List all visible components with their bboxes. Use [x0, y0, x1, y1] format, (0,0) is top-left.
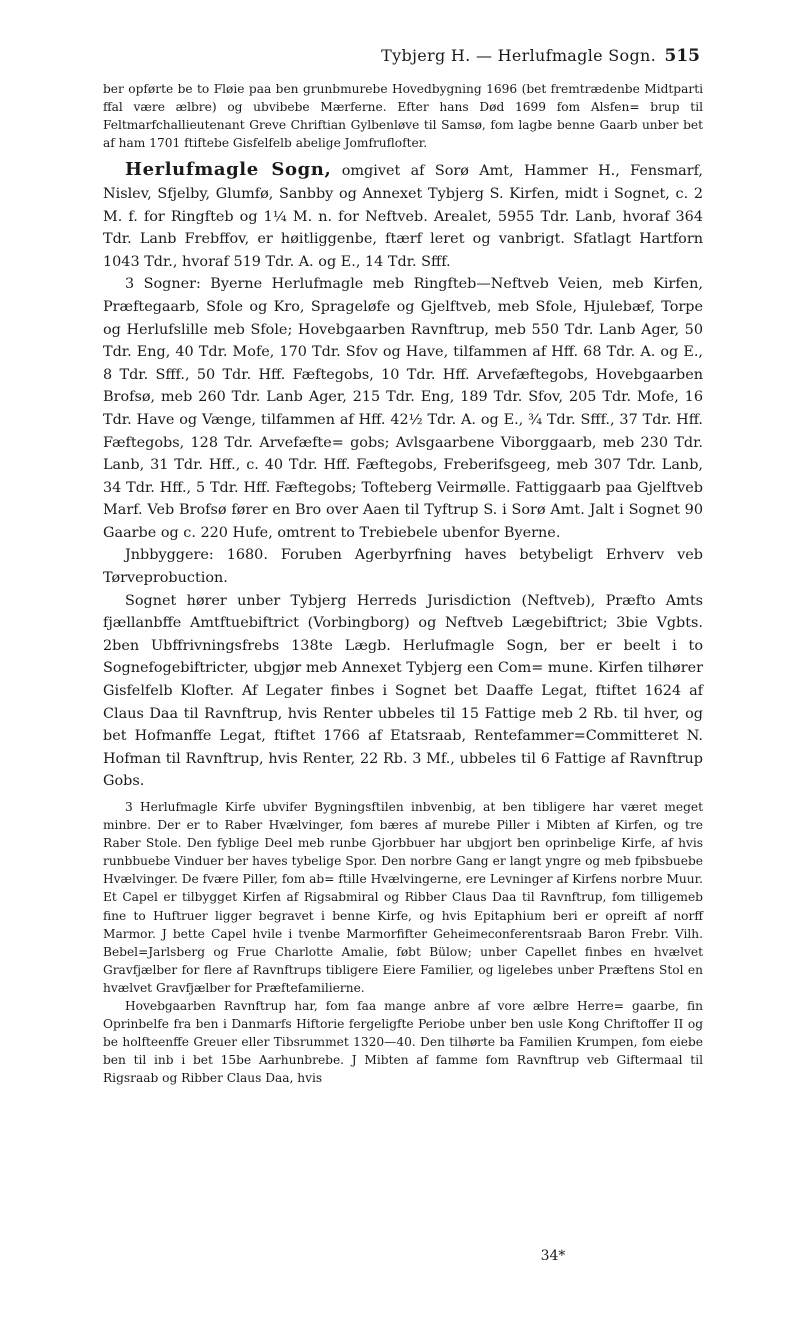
signature-mark: 34*: [540, 1248, 566, 1264]
paragraph-ravnstrup-history: ber opførte be to Fløie paa ben grunbmurebe Hovedbygning 1696 (bet fremtrædenbe Midtparti ffal være ælbre) og ubvibebe Mærferne. Efter hans Død 1699 fom Alsfen= brup til Feltmarfchallieutenant Greve Chriftian Gylbenløve til Samsø, fom lagbe benne Gaarb unber bet af ham 1701 ftiftebe Gisfelfelb abelige Jomfruflofter.: [103, 82, 703, 151]
paragraph-parish-intro: [103, 159, 703, 273]
paragraph-church: 3 Herlufmagle Kirfe ubvifer Bygningsftilen inbvenbig, at ben tibligere har været meget minbre. Der er to Raber Hvælvinger, fom bæres af murebe Piller i Mibten af Kirfen, og tre Raber Stole. Den fyblige Deel meb runbe Gjorbbuer har ubgjort ben oprinbelige Kirfe, af hvis runbbuebe Vinduer ber haves tybelige Spor. Den norbre Gang er langt yngre og meb fpibsbuebe Hvælvinger. De fvære Piller, fom ab= ftille Hvælvingerne, ere Levninger af Kirfens norbre Muur. Et Capel er tilbygget Kirfen af Rigsabmiral og Ribber Claus Daa til Ravnftrup, fom tilligemeb fine to Huftruer ligger begravet i benne Kirfe, og hvis Epitaphium beri er opreift af norff Marmor. J bette Capel hvile i tvenbe Marmorfifter Geheimeconferentsraab Baron Frebr. Vilh. Bebel=Jarlsberg og Frue Charlotte Amalie, føbt Bülow; unber Capellet finbes en hvælvet Gravfjælber for flere af Ravnftrups tibligere Eiere Familier, og ligelebes unber Præftens Stol en hvælvet Gravfjælber for Præftefamilierne.: [103, 800, 703, 995]
paragraph-villages: 3 Sogner: Byerne Herlufmagle meb Ringfteb—Neftveb Veien, meb Kirfen, Præftegaarb, Sfole og Kro, Sprageløfe og Gjelftveb, meb Sfole, Hjulebæf, Torpe og Herlufslille meb Sfole; Hovebgaarben Ravnftrup, meb 550 Tdr. Lanb Ager, 50 Tdr. Eng, 40 Tdr. Mofe, 170 Tdr. Sfov og Have, tilfammen af Hff. 68 Tdr. A. og E., 8 Tdr. Sfff., 50 Tdr. Hff. Fæftegobs, 10 Tdr. Hff. Arvefæftegobs, Hovebgaarben Brofsø, meb 260 Tdr. Lanb Ager, 215 Tdr. Eng, 189 Tdr. Sfov, 205 Tdr. Mofe, 16 Tdr. Have og Vænge, tilfammen af Hff. 42½ Tdr. A. og E., ¾ Tdr. Sfff., 37 Tdr. Hff. Fæftegobs, 128 Tdr. Arvefæfte= gobs; Avlsgaarbene Viborggaarb, meb 230 Tdr. Lanb, 31 Tdr. Hff., c. 40 Tdr. Hff. Fæftegobs, Freberifsgeeg, meb 307 Tdr. Lanb, 34 Tdr. Hff., 5 Tdr. Hff. Fæftegobs; Tofteberg Veirmølle. Fattiggaarb paa Gjelftveb Marf. Veb Brofsø fører en Bro over Aaen til Tyftrup S. i Sorø Amt. Jalt i Sognet 90 Gaarbe og c. 220 Hufe, omtrent to Trebiebele ubenfor Byerne.: [103, 276, 703, 541]
running-head: Tybjerg H. — Herlufmagle Sogn.: [381, 46, 656, 65]
parish-boundaries-text: omgivet af Sorø Amt, Hammer H., Fensmarf, Nislev, Sfjelby, Glumfø, Sanbby og Annexet Tybjerg S. Kirfen, midt i Sognet, c. 2 M. f. for Ringfteb og 1¼ M. n. for Neftveb. Arealet, 5955 Tdr. Lanb, hvoraf 364 Tdr. Lanb Frebffov, er høitliggenbe, ftærf leret og vanbrigt. Sfatlagt Hartforn 1043 Tdr., hvoraf 519 Tdr. A. og E., 14 Tdr. Sfff.: [103, 163, 703, 270]
section-heading: Herlufmagle Sogn,: [125, 159, 332, 181]
paragraph-manor-history: Hovebgaarben Ravnftrup har, fom faa mange anbre af vore ælbre Herre= gaarbe, fin Oprinbelfe fra ben i Danmarfs Hiftorie fergeligfte Periobe unber ben usle Kong Chriftoffer II og be holfteenffe Greuer eller Tibsrummet 1320—40. Den tilhørte ba Familien Krumpen, fom eiebe ben til inb i bet 15be Aarhunbrebe. J Mibten af famme fom Ravnftrup veb Giftermaal til Rigsraab og Ribber Claus Daa, hvis: [103, 999, 703, 1086]
page-body: [103, 80, 703, 1088]
page-number: 515: [664, 46, 700, 66]
paragraph-population: Jnbbyggere: 1680. Foruben Agerbyrfning haves betybeligt Erhverv veb Tørveprobuction.: [103, 547, 703, 587]
page-header: [0, 46, 806, 70]
paragraph-jurisdiction: Sognet hører unber Tybjerg Herreds Jurisdiction (Neftveb), Præfto Amts fjællanbffe Amtftuebiftrict (Vorbingborg) og Neftveb Lægebiftrict; 3bie Vgbts. 2ben Ubffrivningsfrebs 138te Lægb. Herlufmagle Sogn, ber er beelt i to Sognefogebiftricter, ubgjør meb Annexet Tybjerg een Com= mune. Kirfen tilhører Gisfelfelb Klofter. Af Legater finbes i Sognet bet Daaffe Legat, ftiftet 1624 af Claus Daa til Ravnftrup, hvis Renter ubbeles til 15 Fattige meb 2 Rb. til hver, og bet Hofmanffe Legat, ftiftet 1766 af Etatsraab, Rentefammer=Committeret N. Hofman til Ravnftrup, hvis Renter, 22 Rb. 3 Mf., ubbeles til 6 Fattige af Ravnftrup Gobs.: [103, 592, 703, 790]
